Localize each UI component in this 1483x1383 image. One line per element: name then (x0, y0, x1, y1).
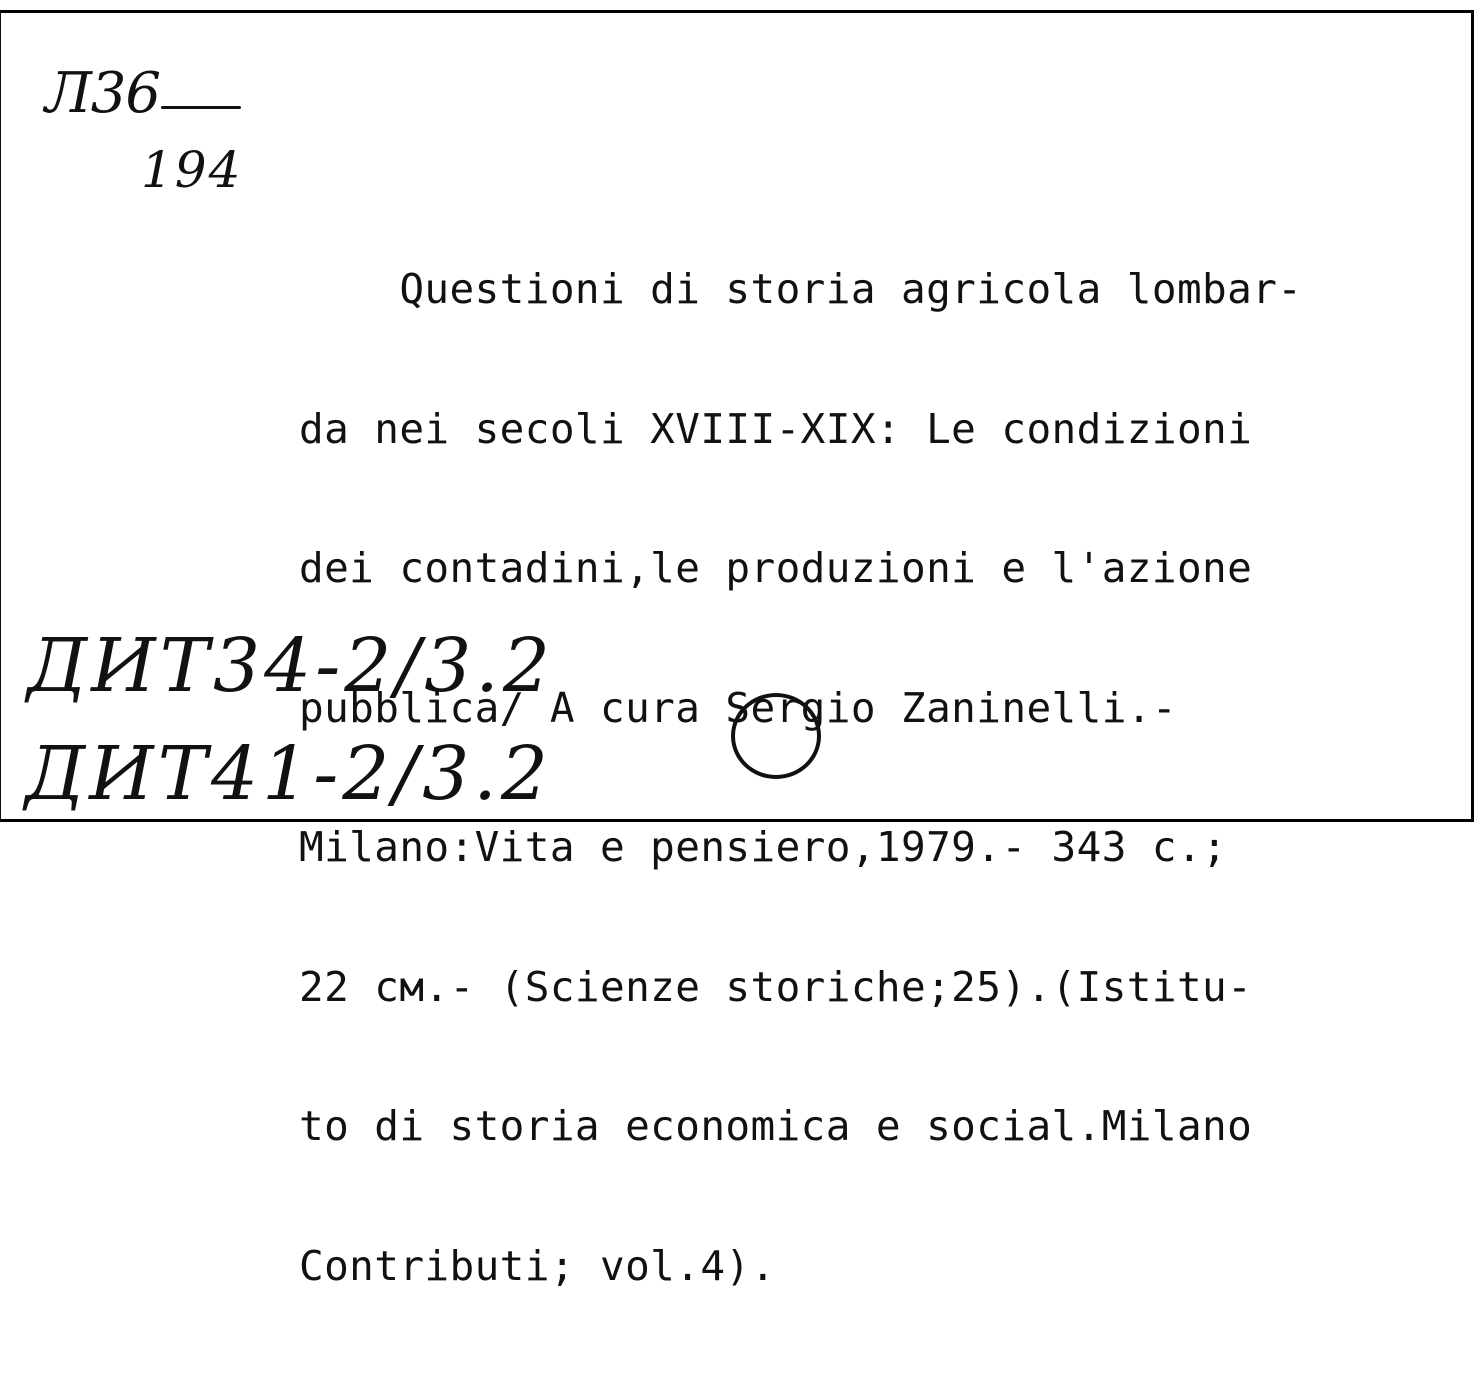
entry-line: Contributi; vol.4). (299, 1241, 776, 1290)
entry-line: pubblica/ A cura Sergio Zaninelli.- (299, 683, 1177, 732)
catalog-card (0, 10, 1474, 1290)
entry-line: da nei secoli XVIII-XIX: Le condizioni (299, 404, 1253, 453)
shelf-mark-rule (161, 106, 241, 109)
location-code-1: ДИТ34-2/3.2 (27, 623, 554, 709)
punch-hole-icon (731, 693, 821, 779)
entry-line: dei contadini,le produzioni e l'azione (299, 544, 1253, 592)
entry-line: to di storia economica e social.Milano (299, 1102, 1253, 1150)
entry-line: 22 см.- (Scienze storiche;25).(Istitu- (299, 962, 1253, 1011)
entry-line: Questioni di storia agricola lombar- (299, 265, 1303, 313)
entry-line: Milano:Vita e pensiero,1979.- 343 c.; (299, 823, 1228, 871)
shelf-mark-top: Л36 (45, 61, 160, 126)
location-code-2: ДИТ41-2/3.2 (25, 731, 552, 817)
shelf-mark-bottom: 194 (141, 141, 243, 199)
